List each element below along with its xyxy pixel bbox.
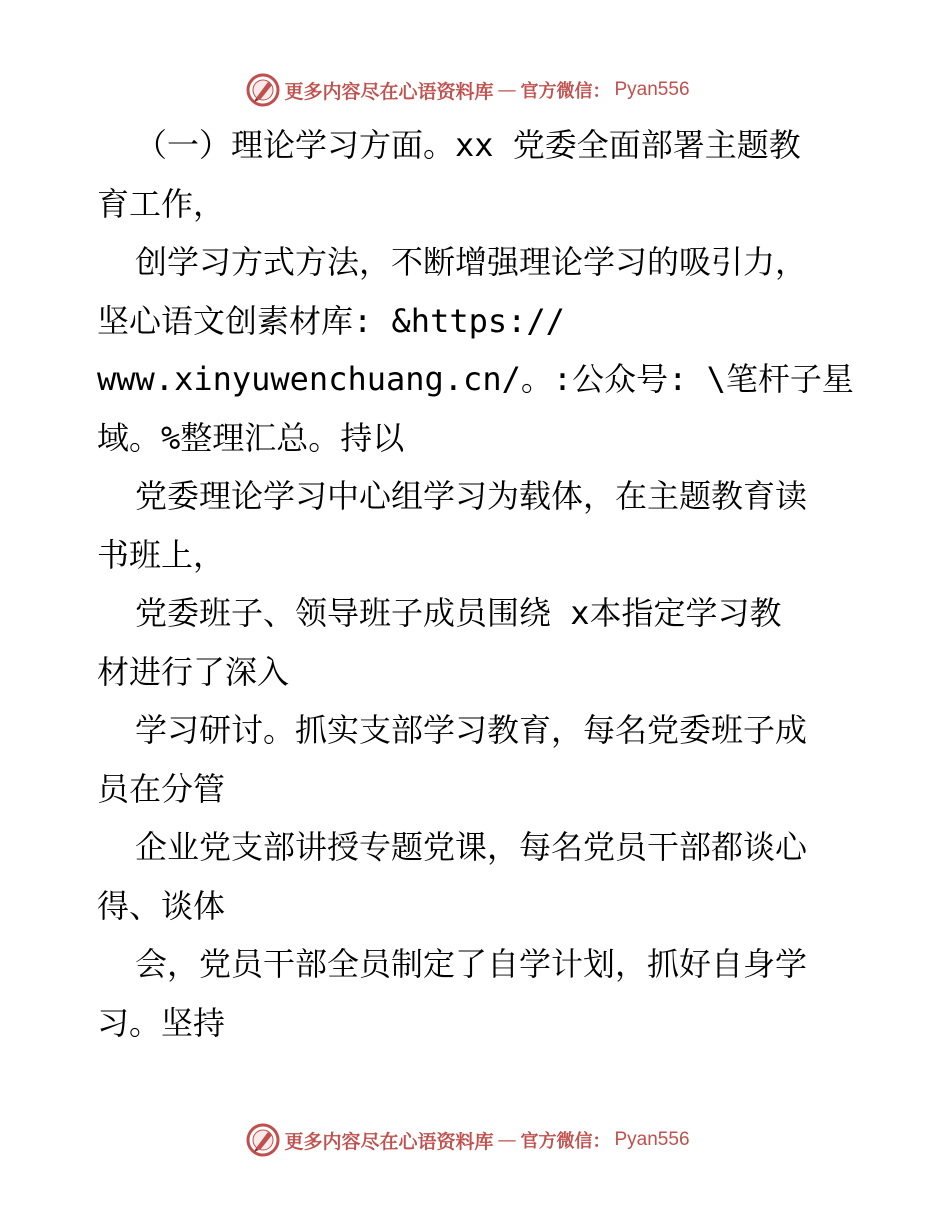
body-line: www.xinyuwenchuang.cn/。:公众号: \笔杆子星 xyxy=(97,360,854,398)
footer-wechat-label: 官方微信： xyxy=(520,1131,611,1152)
body-line: 育工作， xyxy=(97,184,226,223)
body-line: 企业党支部讲授专题党课，每名党员干部都谈心 xyxy=(135,828,808,866)
body-line: （一）理论学习方面。xx 党委全面部署主题教 xyxy=(135,126,801,164)
footer-banner xyxy=(0,1120,950,1160)
body-line: 得、谈体 xyxy=(97,886,226,925)
body-line: 习。坚持 xyxy=(97,1003,226,1042)
footer-dash: — xyxy=(497,1129,517,1151)
body-line: 党委理论学习中心组学习为载体，在主题教育读 xyxy=(135,477,808,515)
body-line: 域。%整理汇总。持以 xyxy=(97,418,405,457)
header-wechat-id: Pyan556 xyxy=(614,79,690,100)
header-banner-inner xyxy=(246,73,689,107)
body-line: 党委班子、领导班子成员围绕 x本指定学习教 xyxy=(135,594,782,632)
body-line: 员在分管 xyxy=(97,769,226,808)
header-dash: — xyxy=(497,79,517,101)
body-line: 书班上， xyxy=(97,535,226,574)
body-line: 材进行了深入 xyxy=(97,652,290,691)
document-body xyxy=(97,116,857,1052)
pen-nib-logo-icon xyxy=(246,73,280,107)
body-line: 创学习方式方法，不断增强理论学习的吸引力， xyxy=(135,243,808,281)
pen-nib-logo-icon xyxy=(246,1123,280,1157)
header-site-text: 更多内容尽在心语资料库 xyxy=(284,80,494,103)
footer-wechat-id: Pyan556 xyxy=(614,1129,690,1150)
body-line: 学习研讨。抓实支部学习教育，每名党委班子成 xyxy=(135,711,808,749)
header-banner xyxy=(0,70,950,110)
footer-banner-inner xyxy=(246,1123,689,1157)
header-wechat-label: 官方微信： xyxy=(520,81,611,102)
body-line: 坚心语文创素材库: &https:// xyxy=(97,301,565,340)
footer-site-text: 更多内容尽在心语资料库 xyxy=(284,1130,494,1153)
body-line: 会，党员干部全员制定了自学计划，抓好自身学 xyxy=(135,945,808,983)
